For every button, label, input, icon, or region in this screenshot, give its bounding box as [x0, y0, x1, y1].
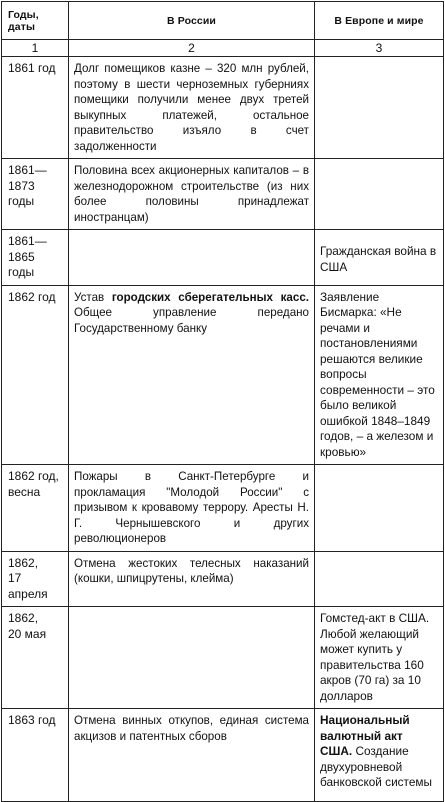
world-cell — [315, 465, 444, 552]
russia-text: Устав — [74, 290, 112, 304]
world-cell — [315, 159, 444, 230]
world-cell: Гомстед-акт в США. Любой желающий может купить у правительства 160 акров (70 га) за 10 долларов — [315, 607, 444, 709]
header-years: Годы, даты — [2, 2, 69, 40]
world-highlight: Национальный валютный акт США. — [320, 713, 410, 758]
column-number-row — [2, 40, 444, 57]
world-cell — [315, 709, 444, 802]
year-cell — [2, 607, 69, 709]
world-cell: Гражданская война в США — [315, 230, 444, 286]
year-text: 1862, 17 апреля — [8, 555, 48, 601]
year-cell — [2, 230, 69, 286]
russia-cell: Отмена винных откупов, единая система акцизов и патентных сборов — [69, 709, 315, 802]
russia-cell — [69, 607, 315, 709]
table-row — [2, 159, 444, 230]
year-text: 1861 год — [8, 61, 56, 75]
header-russia: В России — [69, 2, 315, 40]
column-number: 3 — [315, 40, 444, 57]
russia-cell: Половина всех акционерных капиталов – в железнодорожном строительстве (из них более половины принадлежат иностранцам) — [69, 159, 315, 230]
column-number: 2 — [69, 40, 315, 57]
year-text: 1863 год — [8, 713, 56, 727]
year-cell — [2, 285, 69, 465]
table-row — [2, 285, 444, 465]
world-cell — [315, 57, 444, 159]
world-text: Создание двухуровневой банковской системы — [320, 744, 432, 789]
year-text: 1862 год, весна — [8, 469, 59, 499]
table-row — [2, 709, 444, 802]
table-row — [2, 607, 444, 709]
year-cell — [2, 465, 69, 552]
header-row — [2, 2, 444, 40]
russia-cell: Долг помещиков казне – 320 млн рублей, поэтому в шести черноземных губерниях помещики получили менее двух третей выкупных платежей, остальное правительство изъяло в счет задолженности — [69, 57, 315, 159]
russia-cell — [69, 285, 315, 465]
russia-cell: Пожары в Санкт-Петербурге и прокламация "Молодой России" с призывом к кровавому террору. Аресты Н. Г. Чернышевского и других революционеров — [69, 465, 315, 552]
year-cell — [2, 57, 69, 159]
table-row — [2, 230, 444, 286]
year-text: 1862 год — [8, 289, 56, 304]
year-text: 1861— 1865 годы — [8, 234, 47, 279]
year-cell — [2, 709, 69, 802]
year-text: 1861— 1873 годы — [8, 163, 47, 208]
header-world: В Европе и мире — [315, 2, 444, 40]
world-cell: Заявление Бисмарка: «Не речами и постановлениями решаются великие вопросы современности – это было великой ошибкой 1848–1849 годов, – а железом и кровью» — [315, 285, 444, 465]
table-row — [2, 465, 444, 552]
table-row — [2, 551, 444, 607]
world-cell — [315, 551, 444, 607]
year-cell — [2, 159, 69, 230]
column-number: 1 — [2, 40, 69, 57]
year-cell — [2, 551, 69, 607]
russia-text: Общее управление передано Государственному банку — [74, 306, 309, 335]
russia-highlight: городских сберегательных касс. — [111, 290, 309, 304]
history-table — [1, 1, 444, 802]
russia-cell: Отмена жестоких телесных наказаний (кошки, шпицрутены, клейма) — [69, 551, 315, 607]
russia-cell — [69, 230, 315, 286]
table-row — [2, 57, 444, 159]
year-text: 1862, 20 мая — [8, 611, 47, 641]
